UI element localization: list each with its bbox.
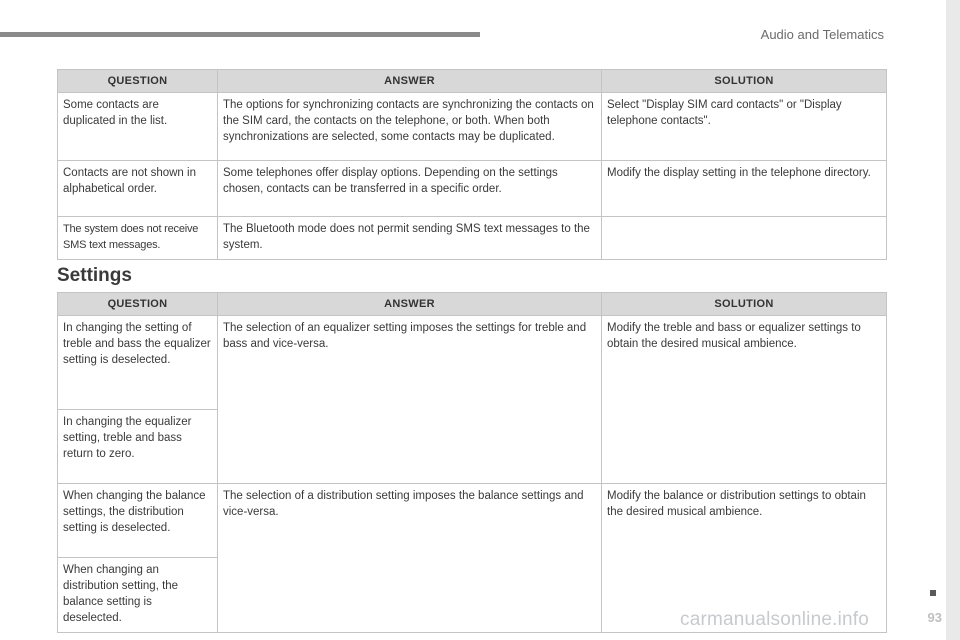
top-rule	[0, 32, 480, 37]
answer-cell: Some telephones offer display options. Depending on the settings chosen, contacts can be transferred in a specific order.	[218, 161, 602, 217]
table-row	[58, 316, 887, 410]
answer-cell: The selection of a distribution setting imposes the balance settings and vice-versa.	[218, 484, 602, 633]
solution-cell: Modify the treble and bass or equalizer settings to obtain the desired musical ambience.	[602, 316, 887, 484]
faq-table-settings	[57, 292, 887, 633]
table-row	[58, 93, 887, 161]
column-header-solution: SOLUTION	[602, 293, 887, 316]
column-header-question: QUESTION	[58, 293, 218, 316]
table-header-row	[58, 293, 887, 316]
column-header-question: QUESTION	[58, 70, 218, 93]
table-row	[58, 217, 887, 260]
question-cell: In changing the equalizer setting, treble and bass return to zero.	[58, 410, 218, 484]
end-square-icon	[930, 590, 936, 596]
question-cell: Some contacts are duplicated in the list.	[58, 93, 218, 161]
solution-cell	[602, 217, 887, 260]
faq-table-contacts	[57, 69, 887, 260]
solution-cell: Modify the balance or distribution settings to obtain the desired musical ambience.	[602, 484, 887, 633]
solution-cell: Modify the display setting in the telephone directory.	[602, 161, 887, 217]
table-row	[58, 161, 887, 217]
table-header-row	[58, 70, 887, 93]
question-cell: When changing the balance settings, the distribution setting is deselected.	[58, 484, 218, 558]
section-title: Audio and Telematics	[760, 27, 884, 42]
solution-cell: Select "Display SIM card contacts" or "Display telephone contacts".	[602, 93, 887, 161]
settings-heading: Settings	[57, 265, 132, 286]
question-cell: In changing the setting of treble and bass the equalizer setting is deselected.	[58, 316, 218, 410]
table-row	[58, 484, 887, 558]
answer-cell: The selection of an equalizer setting imposes the settings for treble and bass and vice-versa.	[218, 316, 602, 484]
page-number: 93	[927, 610, 942, 625]
question-cell: When changing an distribution setting, the balance setting is deselected.	[58, 558, 218, 633]
side-strip	[946, 0, 960, 640]
watermark: carmanualsonline.info	[680, 609, 870, 630]
column-header-solution: SOLUTION	[602, 70, 887, 93]
question-cell: Contacts are not shown in alphabetical order.	[58, 161, 218, 217]
question-cell: The system does not receive SMS text messages.	[58, 217, 218, 260]
answer-cell: The options for synchronizing contacts are synchronizing the contacts on the SIM card, the contacts on the telephone, or both. When both synchronizations are selected, some contacts may be duplicated.	[218, 93, 602, 161]
answer-cell: The Bluetooth mode does not permit sending SMS text messages to the system.	[218, 217, 602, 260]
column-header-answer: ANSWER	[218, 70, 602, 93]
column-header-answer: ANSWER	[218, 293, 602, 316]
